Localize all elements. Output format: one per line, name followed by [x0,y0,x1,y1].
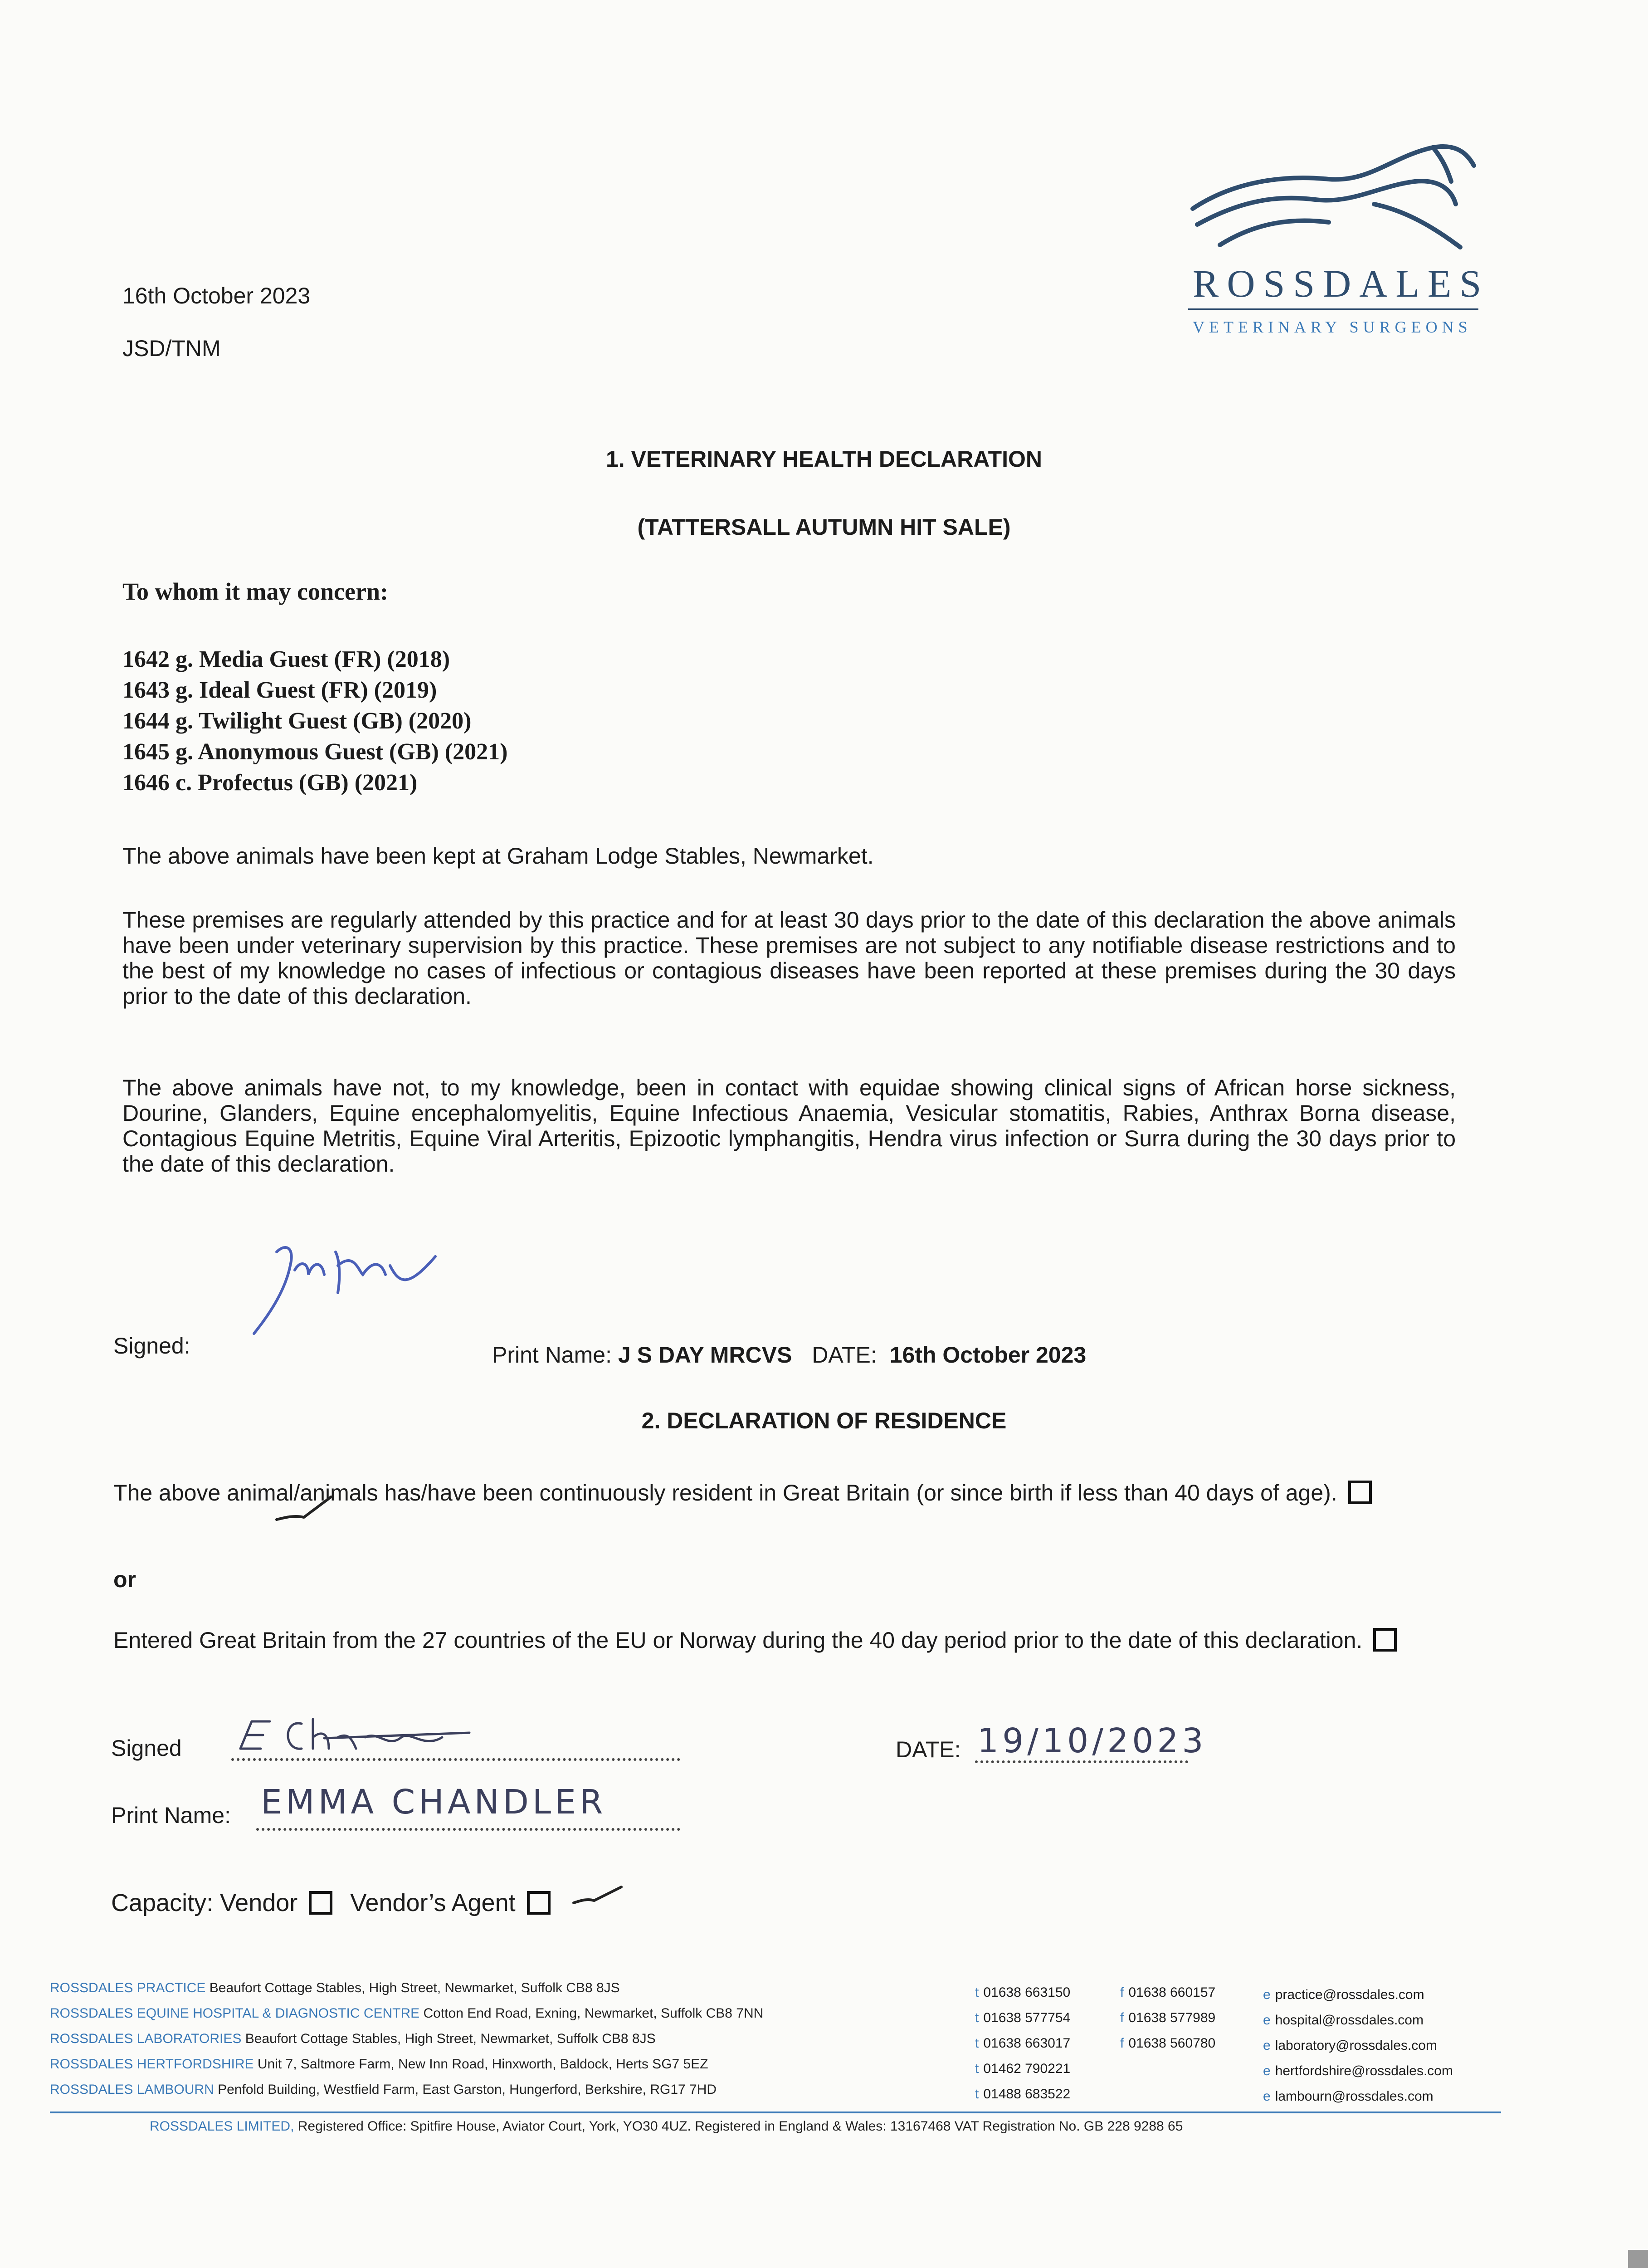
fax-row: f 01638 660157 [1120,1985,1216,2000]
vet-date-label: DATE: [812,1342,877,1368]
email-row: e lambourn@rossdales.com [1263,2089,1433,2104]
fax: 01638 660157 [1128,1985,1216,2000]
animal-item: 1643 g. Ideal Guest (FR) (2019) [122,677,437,703]
phone-row: t 01488 683522 [975,2087,1071,2102]
vet-signature [245,1234,481,1343]
footer-entity: ROSSDALES HERTFORDSHIRE [50,2057,254,2072]
agent-print-name: EMMA CHANDLER [261,1783,607,1822]
vendor-agent-checkbox[interactable] [527,1891,551,1915]
checkmark-icon [567,1878,626,1919]
reference-code: JSD/TNM [122,336,221,361]
salutation: To whom it may concern: [122,578,388,605]
footer-faxes [1120,1980,1215,2056]
footer-entity: ROSSDALES LAMBOURN [50,2082,214,2097]
footer-entity: ROSSDALES EQUINE HOSPITAL & DIAGNOSTIC CENTRE [50,2006,420,2021]
vendor-agent-label: Vendor’s Agent [350,1889,516,1916]
footer-emails [1263,1982,1453,2109]
fax-row: f 01638 560780 [1120,2036,1216,2051]
fax: 01638 560780 [1128,2036,1216,2051]
footer-address-row [50,2052,763,2077]
email-link[interactable]: practice@rossdales.com [1275,1987,1424,2002]
footer-addresses [50,1975,763,2102]
vet-date: 16th October 2023 [889,1342,1087,1368]
phone-row: t 01638 663017 [975,2036,1071,2051]
phone[interactable]: 01638 577754 [983,2010,1071,2025]
logo-rule [1188,308,1478,310]
email-link[interactable]: lambourn@rossdales.com [1275,2089,1433,2104]
residence-option-1-text: The above animal/animals has/have been continuously resident in Great Britain (or since birth if less than 40 days of age). [113,1480,1337,1505]
phone[interactable]: 01462 790221 [983,2061,1071,2076]
registered-details: Registered Office: Spitfire House, Aviator Court, York, YO30 4UZ. Registered in England & Wales: 13167468 VAT Registration No. GB 228 9288 65 [297,2119,1183,2134]
agent-signed-label: Signed [111,1735,182,1761]
email-link[interactable]: hertfordshire@rossdales.com [1275,2063,1453,2078]
capacity-row [111,1880,551,1926]
animal-item: 1644 g. Twilight Guest (GB) (2020) [122,708,472,734]
agent-print-name-label: Print Name: [111,1803,231,1828]
residence-option-2-checkbox[interactable] [1373,1628,1397,1652]
footer-address-row [50,1975,763,2001]
agent-date-label: DATE: [896,1737,961,1762]
animal-item: 1642 g. Media Guest (FR) (2018) [122,646,450,672]
phone-row: t 01638 577754 [975,2010,1071,2025]
vendor-label: Vendor [220,1889,298,1916]
footer-address: Beaufort Cottage Stables, High Street, Newmarket, Suffolk CB8 8JS [209,1980,620,1995]
residence-option-1-checkbox[interactable] [1348,1481,1372,1504]
phone-row: t 01638 663150 [975,1985,1071,2000]
footer-address-row [50,2026,763,2052]
agent-date: 19/10/2023 [977,1721,1207,1760]
logo-name: ROSSDALES [1193,262,1490,305]
residence-option-2 [113,1615,1429,1666]
footer-phones [975,1980,1070,2107]
print-name-label: Print Name: [492,1342,612,1368]
phone-row: t 01462 790221 [975,2061,1071,2076]
footer-entity: ROSSDALES PRACTICE [50,1980,206,1995]
phone[interactable]: 01638 663150 [983,1985,1071,2000]
footer-address: Penfold Building, Westfield Farm, East Garston, Hungerford, Berkshire, RG17 7HD [218,2082,717,2097]
footer-rule [50,2112,1501,2113]
section1-subtitle: (TATTERSALL AUTUMN HIT SALE) [637,514,1011,540]
section2-title: 2. DECLARATION OF RESIDENCE [641,1408,1007,1433]
email-row: e laboratory@rossdales.com [1263,2038,1437,2053]
email-link[interactable]: laboratory@rossdales.com [1275,2038,1437,2053]
email-row: e hospital@rossdales.com [1263,2013,1424,2028]
phone[interactable]: 01638 663017 [983,2036,1071,2051]
residence-option-2-text: Entered Great Britain from the 27 countries of the EU or Norway during the 40 day period prior to the date of this declaration. [113,1628,1363,1653]
animal-list [122,644,507,798]
fax: 01638 577989 [1128,2010,1216,2025]
rossdales-logo [1179,132,1490,349]
agent-signature [234,1710,478,1760]
footer-address: Beaufort Cottage Stables, High Street, Newmarket, Suffolk CB8 8JS [245,2031,656,2046]
footer-address: Cotton End Road, Exning, Newmarket, Suffolk CB8 7NN [423,2006,764,2021]
paragraph-premises: The above animals have been kept at Graham Lodge Stables, Newmarket. [122,843,874,869]
or-label: or [113,1567,136,1592]
registered-office [150,2114,1183,2139]
capacity-label: Capacity: [111,1889,214,1916]
horse-logo-icon [1179,132,1487,249]
animal-item: 1646 c. Profectus (GB) (2021) [122,770,418,796]
paragraph-contact: The above animals have not, to my knowledge, been in contact with equidae showing clinical signs of African horse sickness, Dourine, Glanders, Equine encephalomyelitis, Equine Infectious Anaemia, Vesicular stomatitis, Rabies, Anthrax Borna disease, Contagious Equine Metritis, Equine Viral Arteritis, Epizootic lymphangitis, Hendra virus infection or Surra during the 30 days prior to the date of this declaration. [122,1075,1456,1177]
phone[interactable]: 01488 683522 [983,2087,1071,2102]
vet-print-name: J S DAY MRCVS [618,1342,792,1368]
scan-corner [1628,2250,1648,2268]
email-row: e practice@rossdales.com [1263,1987,1424,2002]
animal-item: 1645 g. Anonymous Guest (GB) (2021) [122,739,508,765]
email-row: e hertfordshire@rossdales.com [1263,2063,1453,2078]
footer-entity: ROSSDALES LABORATORIES [50,2031,242,2046]
logo-tagline: VETERINARY SURGEONS [1193,318,1472,336]
section1-title: 1. VETERINARY HEALTH DECLARATION [605,446,1043,472]
vendor-checkbox[interactable] [309,1891,332,1915]
footer-address-row [50,2077,763,2102]
letter-date: 16th October 2023 [122,283,311,308]
checkmark-icon [272,1492,336,1533]
footer-address-row [50,2001,763,2026]
paragraph-supervision: These premises are regularly attended by this practice and for at least 30 days prior to the date of this declaration the above animals have been under veterinary supervision by this practice. These premises are not subject to any notifiable disease restrictions and to the best of my knowledge no cases of infectious or contagious diseases have been reported at these premises during the 30 days prior to the date of this declaration. [122,907,1456,1009]
footer-address: Unit 7, Saltmore Farm, New Inn Road, Hinxworth, Baldock, Herts SG7 5EZ [257,2057,708,2072]
vet-signed-label: Signed: [113,1333,190,1359]
fax-row: f 01638 577989 [1120,2010,1216,2025]
company-name: ROSSDALES LIMITED, [150,2119,294,2134]
email-link[interactable]: hospital@rossdales.com [1275,2013,1424,2028]
vet-print-row [492,1340,1086,1369]
